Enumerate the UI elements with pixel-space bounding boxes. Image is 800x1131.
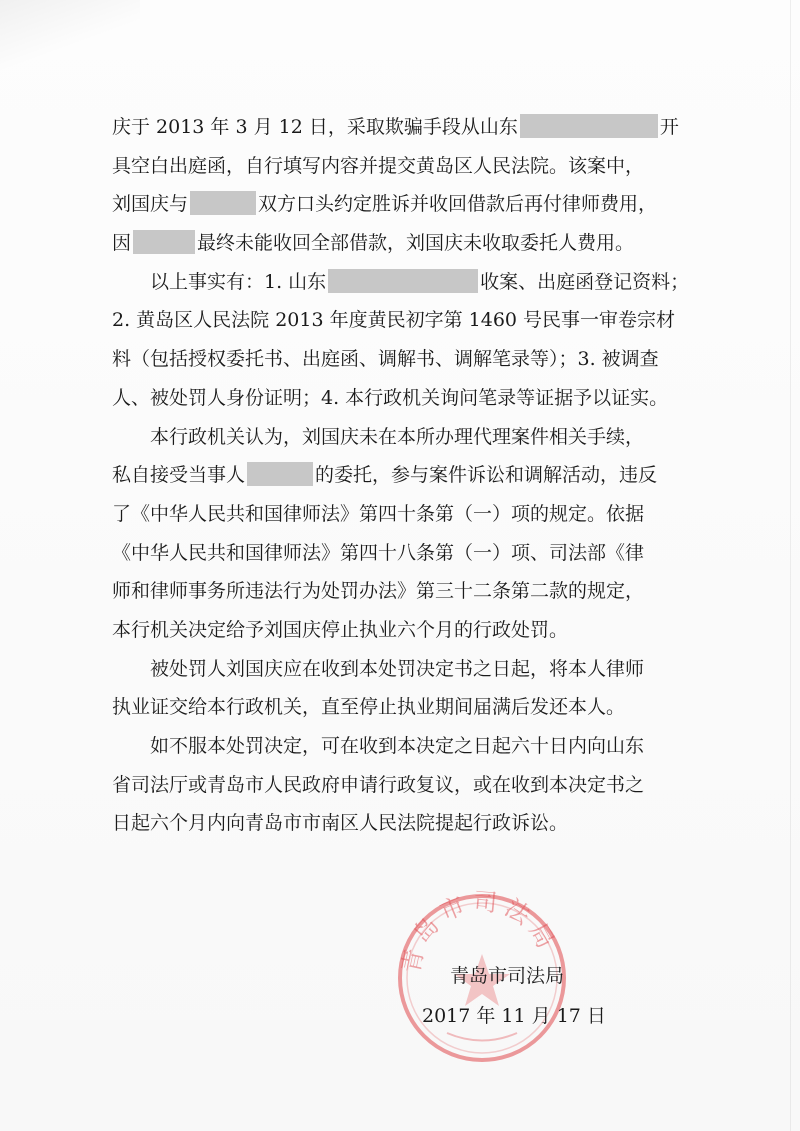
paragraph-2-line-1: 以上事实有：1. 山东 收案、出庭函登记资料； — [150, 270, 690, 293]
paragraph-3-line-4: 《中华人民共和国律师法》第四十八条第（一）项、司法部《律 — [112, 541, 645, 564]
paragraph-1-line-1: 庆于 2013 年 3 月 12 日，采取欺骗手段从山东 开 — [112, 116, 679, 138]
paragraph-2-line-4: 人、被处罚人身份证明；4. 本行政机关询问笔录等证据予以证实。 — [112, 386, 669, 409]
paragraph-4-line-2: 执业证交给本行政机关，直至停止执业期间届满后发还本人。 — [112, 696, 626, 719]
redaction-box — [133, 230, 195, 254]
paragraph-1-line-4: 因 最终未能收回全部借款，刘国庆未收取委托人费用。 — [112, 232, 635, 255]
paragraph-3-line-2: 私自接受当事人 的委托，参与案件诉讼和调解活动，违反 — [112, 464, 658, 487]
seal-text: 青岛市司法局 — [396, 888, 563, 976]
scan-shadow — [0, 0, 140, 70]
paragraph-3-line-5: 师和律师事务所违法行为处罚办法》第三十二条第二款的规定， — [112, 580, 645, 603]
redaction-box — [328, 269, 478, 293]
redaction-box — [520, 114, 658, 138]
issue-date: 2017 年 11 月 17 日 — [422, 1005, 606, 1027]
paragraph-1-line-2: 具空白出庭函，自行填写内容并提交黄岛区人民法院。该案中， — [112, 154, 645, 177]
issuing-organization: 青岛市司法局 — [450, 965, 565, 987]
paragraph-1-line-3: 刘国庆与 双方口头约定胜诉并收回借款后再付律师费用， — [112, 193, 658, 216]
paragraph-2-line-3: 料（包括授权委托书、出庭函、调解书、调解笔录等）；3. 被调查 — [112, 348, 659, 371]
redaction-box — [190, 191, 256, 215]
paragraph-5-line-3: 日起六个月内向青岛市市南区人民法院提起行政诉讼。 — [112, 812, 569, 835]
page-edge — [790, 0, 791, 1131]
paragraph-4-line-1: 被处罚人刘国庆应在收到本处罚决定书之日起，将本人律师 — [150, 657, 645, 680]
document-body — [112, 108, 722, 843]
paragraph-3-line-3: 了《中华人民共和国律师法》第四十条第（一）项的规定。依据 — [112, 502, 645, 525]
paragraph-5-line-1: 如不服本处罚决定，可在收到本决定之日起六十日内向山东 — [150, 735, 645, 757]
redaction-box — [247, 462, 313, 486]
paragraph-3-line-6: 本行机关决定给予刘国庆停止执业六个月的行政处罚。 — [112, 618, 569, 641]
paragraph-3-line-1: 本行政机关认为，刘国庆未在本所办理代理案件相关手续， — [150, 425, 645, 448]
paragraph-5-line-2: 省司法厅或青岛市人民政府申请行政复议，或在收到本决定书之 — [112, 773, 645, 796]
paragraph-2-line-2: 2. 黄岛区人民法院 2013 年度黄民初字第 1460 号民事一审卷宗材 — [112, 309, 676, 332]
